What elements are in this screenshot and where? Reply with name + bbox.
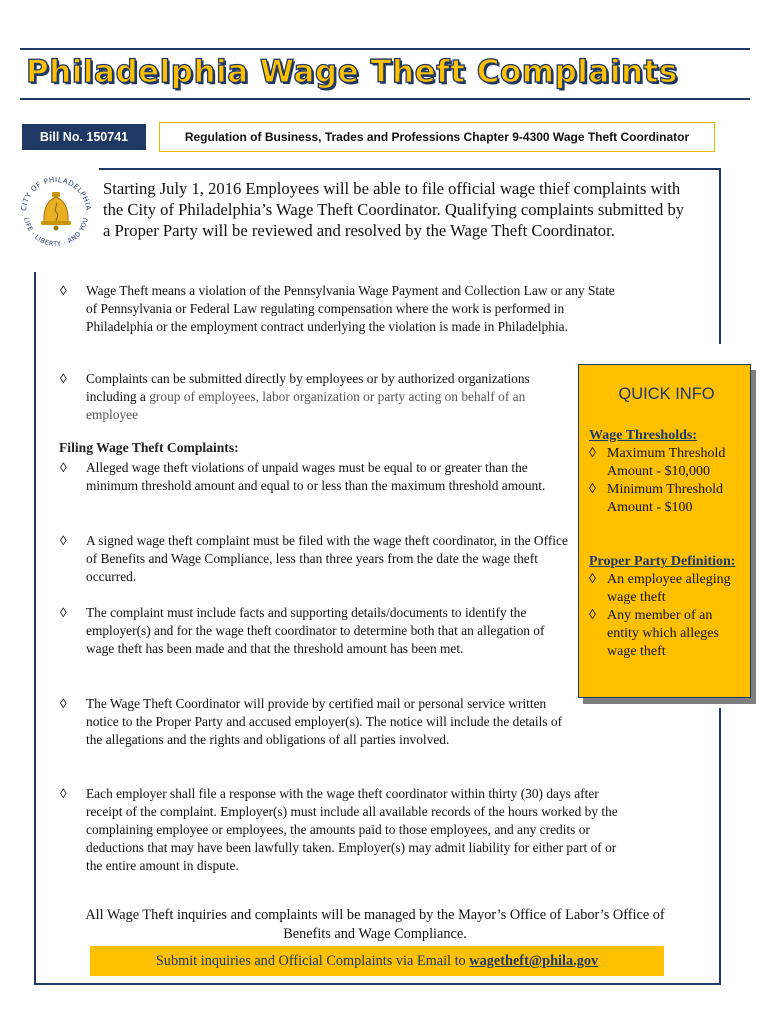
diamond-bullet-icon: ◊ (589, 482, 596, 497)
title-rule-bottom (20, 98, 750, 100)
proper-party-item (589, 607, 744, 661)
definition-text: Wage Theft means a violation of the Pennsylvania Wage Payment and Collection Law or any State of Pennsylvania or Federal Law regulating compensation where the work is performed in Philadelphia or the employment contract underlying the violation is made in Philadelphia. (86, 283, 615, 334)
filing-heading: Filing Wage Theft Complaints: (59, 440, 239, 455)
diamond-bullet-icon: ◊ (60, 460, 67, 475)
submitters-item (60, 370, 550, 424)
diamond-bullet-icon: ◊ (589, 608, 596, 623)
diamond-bullet-icon: ◊ (60, 605, 67, 620)
title-rule-top (20, 48, 750, 50)
closing-note: All Wage Theft inquiries and complaints will be managed by the Mayor’s Office of Labor’s Office of Benefits and Wage Compliance. (85, 907, 665, 942)
city-seal-icon (16, 170, 96, 250)
seal-top-text: CITY OF PHILADELPHIA (19, 175, 93, 212)
filing-item-text: The complaint must include facts and supporting details/documents to identify the employer(s) and for the wage theft coordinator to determine both that an allegation of wage theft has been made and that the threshold amount has been met. (86, 605, 545, 656)
submitters-text: Complaints can be submitted directly by employees or by authorized organizations including a (86, 371, 530, 404)
filing-item (60, 785, 634, 875)
threshold-text: Minimum Threshold Amount - $100 (607, 482, 724, 515)
threshold-item (589, 445, 744, 481)
frame-border-right (719, 168, 721, 344)
proper-party-text: An employee alleging wage theft (607, 572, 731, 605)
filing-item-text: The Wage Theft Coordinator will provide by certified mail or personal service written notice to the Proper Party and accused employer(s). The notice will include the details of the allegations and the rights and obligations of all parties involved. (86, 696, 563, 747)
diamond-bullet-icon: ◊ (589, 446, 596, 461)
frame-border-bottom (34, 983, 720, 985)
quick-info-title: QUICK INFO (618, 385, 715, 403)
regulation-subtitle: Regulation of Business, Trades and Professions Chapter 9-4300 Wage Theft Coordinator (159, 122, 715, 152)
seal-bottom-text: LIFE · LIBERTY · AND YOU (22, 216, 90, 249)
filing-item (60, 532, 568, 586)
thresholds-heading: Wage Thresholds: (589, 428, 698, 443)
liberty-bell-icon (41, 192, 71, 231)
filing-item-text: Each employer shall file a response with the wage theft coordinator within thirty (30) days after receipt of the complaint. Employer(s) must include all available records of the hours worked by the complaining employee or employees, the amounts paid to those employees, and any credits or deductions that may have been lawfully taken. Employer(s) may admit liability for either part of or the entire amount in dispute. (86, 786, 618, 873)
threshold-text: Maximum Threshold Amount - $10,000 (607, 446, 726, 479)
submitters-text-gray: group of employees, labor organization or party acting on behalf of an employee (86, 389, 526, 422)
proper-party-item (589, 571, 744, 607)
filing-item-text: A signed wage theft complaint must be filed with the wage theft coordinator, in the Office of Benefits and Wage Compliance, less than three years from the date the wage theft occurred. (86, 533, 568, 584)
quick-info-box (578, 364, 751, 698)
frame-border-top (99, 168, 720, 170)
diamond-bullet-icon: ◊ (60, 533, 67, 548)
proper-party-heading: Proper Party Definition: (589, 554, 736, 569)
page-title: Philadelphia Wage Theft Complaints (26, 54, 678, 90)
threshold-item (589, 481, 744, 517)
diamond-bullet-icon: ◊ (60, 786, 67, 801)
filing-item (60, 604, 568, 658)
definition-item (60, 282, 620, 336)
proper-party-text: Any member of an entity which alleges wage theft (607, 608, 719, 659)
filing-item-text: Alleged wage theft violations of unpaid wages must be equal to or greater than the minimum threshold amount and equal to or less than the maximum threshold amount. (86, 460, 546, 493)
frame-border-left (34, 272, 36, 984)
frame-border-right-lower (719, 708, 721, 985)
intro-paragraph: Starting July 1, 2016 Employees will be able to file official wage thief complaints with the City of Philadelphia’s Wage Theft Coordinator. Qualifying complaints submitted by a Proper Party will be reviewed and resolved by the Wage Theft Coordinator. (103, 179, 685, 240)
email-link[interactable]: wagetheft@phila.gov (469, 953, 599, 969)
diamond-bullet-icon: ◊ (60, 696, 67, 711)
submit-text: Submit inquiries and Official Complaints via Email to (155, 953, 470, 969)
filing-item (60, 695, 568, 749)
filing-item (60, 459, 568, 495)
diamond-bullet-icon: ◊ (60, 283, 67, 298)
submit-banner (90, 946, 664, 976)
diamond-bullet-icon: ◊ (60, 371, 67, 386)
bill-number-badge: Bill No. 150741 (22, 124, 146, 150)
diamond-bullet-icon: ◊ (589, 572, 596, 587)
